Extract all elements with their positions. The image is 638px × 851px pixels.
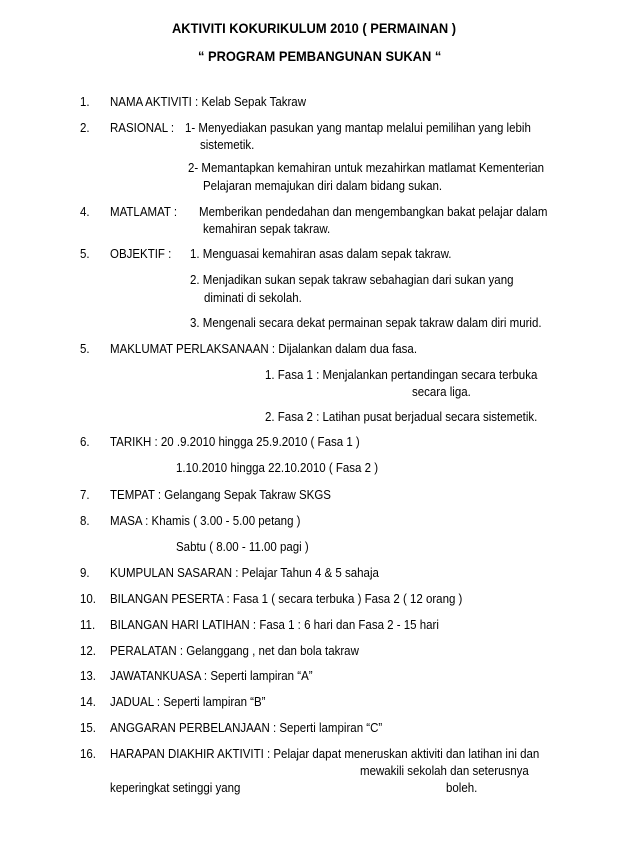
item-line: 2. Menjadikan sukan sepak takraw sebahagian dari sukan yang	[190, 273, 514, 287]
item-label: BILANGAN PESERTA : Fasa 1 ( secara terbuka ) Fasa 2 ( 12 orang )	[110, 592, 463, 606]
item-label: KUMPULAN SASARAN : Pelajar Tahun 4 & 5 sahaja	[110, 566, 379, 580]
item-line: 1- Menyediakan pasukan yang mantap melalui pemilihan yang lebih	[185, 121, 531, 135]
item-line: mewakili sekolah dan seterusnya	[360, 764, 529, 778]
item-number: 9.	[80, 566, 90, 580]
item-label: PERALATAN : Gelanggang , net dan bola takraw	[110, 644, 359, 658]
item-line: kemahiran sepak takraw.	[203, 222, 331, 236]
item-number: 5.	[80, 247, 90, 261]
item-number: 6.	[80, 435, 90, 449]
item-number: 15.	[80, 721, 96, 735]
item-number: 13.	[80, 669, 96, 683]
item-number: 1.	[80, 95, 90, 109]
item-label: HARAPAN DIAKHIR AKTIVITI : Pelajar dapat meneruskan aktiviti dan latihan ini dan	[110, 747, 540, 761]
document-subtitle: “ PROGRAM PEMBANGUNAN SUKAN “	[198, 48, 442, 64]
item-label: JADUAL : Seperti lampiran “B”	[110, 695, 266, 709]
item-number: 4.	[80, 205, 90, 219]
item-label: MAKLUMAT PERLAKSANAAN : Dijalankan dalam dua fasa.	[110, 342, 418, 356]
item-line: secara liga.	[412, 385, 471, 399]
item-number: 2.	[80, 121, 90, 135]
item-line: 2. Fasa 2 : Latihan pusat berjadual secara sistemetik.	[265, 410, 538, 424]
item-line: Pelajaran memajukan diri dalam bidang sukan.	[203, 179, 443, 193]
item-line: boleh.	[446, 781, 478, 795]
item-label: MATLAMAT :	[110, 205, 178, 219]
item-line: keperingkat setinggi yang	[110, 781, 241, 795]
item-label: OBJEKTIF :	[110, 247, 172, 261]
item-number: 12.	[80, 644, 96, 658]
item-label: TARIKH : 20 .9.2010 hingga 25.9.2010 ( Fasa 1 )	[110, 435, 360, 449]
item-label: ANGGARAN PERBELANJAAN : Seperti lampiran “C”	[110, 721, 383, 735]
item-number: 5.	[80, 342, 90, 356]
item-label: NAMA AKTIVITI : Kelab Sepak Takraw	[110, 95, 307, 109]
item-line: 1. Menguasai kemahiran asas dalam sepak takraw.	[190, 247, 452, 261]
item-number: 7.	[80, 488, 90, 502]
item-label: RASIONAL :	[110, 121, 175, 135]
item-number: 11.	[80, 618, 96, 632]
item-line: 1.10.2010 hingga 22.10.2010 ( Fasa 2 )	[176, 461, 379, 475]
item-line: diminati di sekolah.	[204, 291, 302, 305]
item-label: BILANGAN HARI LATIHAN : Fasa 1 : 6 hari dan Fasa 2 - 15 hari	[110, 618, 439, 632]
item-line: 3. Mengenali secara dekat permainan sepak takraw dalam diri murid.	[190, 316, 542, 330]
item-line: 2- Memantapkan kemahiran untuk mezahirkan matlamat Kementerian	[188, 161, 545, 175]
item-line: sistemetik.	[200, 138, 255, 152]
item-number: 16.	[80, 747, 96, 761]
item-number: 10.	[80, 592, 96, 606]
item-number: 8.	[80, 514, 90, 528]
item-number: 14.	[80, 695, 96, 709]
item-label: MASA : Khamis ( 3.00 - 5.00 petang )	[110, 514, 301, 528]
item-label: JAWATANKUASA : Seperti lampiran “A”	[110, 669, 313, 683]
document-title: AKTIVITI KOKURIKULUM 2010 ( PERMAINAN )	[172, 20, 457, 36]
item-label: TEMPAT : Gelangang Sepak Takraw SKGS	[110, 488, 331, 502]
item-line: Sabtu ( 8.00 - 11.00 pagi )	[176, 540, 309, 554]
item-line: 1. Fasa 1 : Menjalankan pertandingan secara terbuka	[265, 368, 538, 382]
item-line: Memberikan pendedahan dan mengembangkan bakat pelajar dalam	[199, 205, 548, 219]
